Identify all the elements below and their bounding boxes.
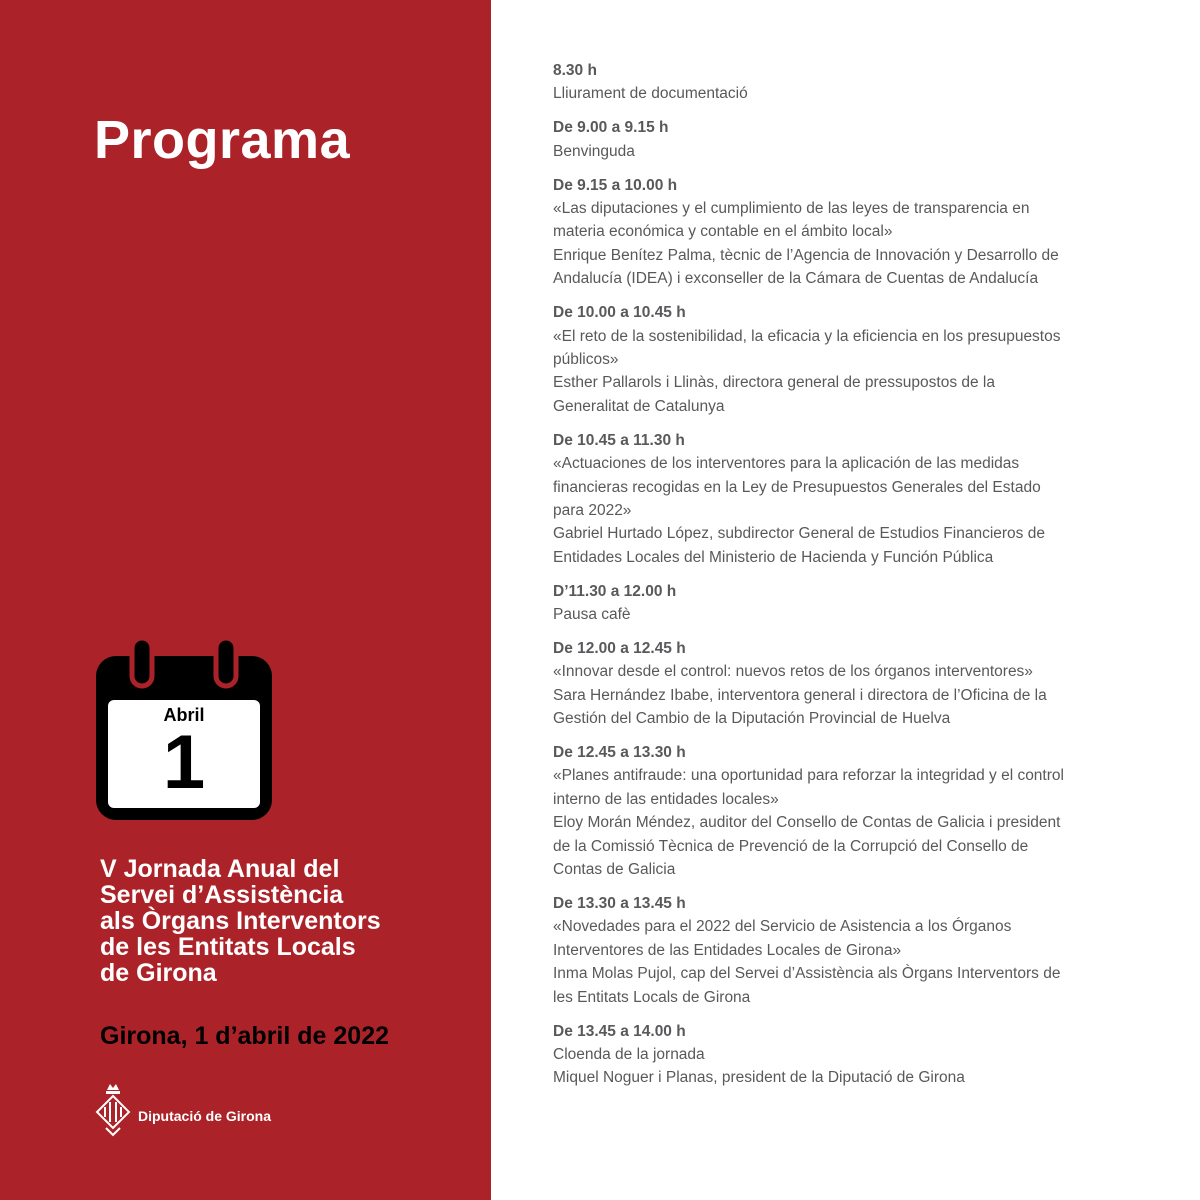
schedule-item	[553, 301, 1113, 418]
session-text: Benvinguda	[553, 142, 635, 160]
session-text: Andalucía (IDEA) i exconseller de la Cámara de Cuentas de Andalucía	[553, 270, 1039, 288]
organization-name: Diputació de Girona	[138, 1108, 272, 1124]
schedule-item	[553, 174, 1113, 291]
session-text: Inma Molas Pujol, cap del Servei d’Assistència als Òrgans Interventors de	[553, 965, 1061, 983]
event-title-line: Servei d’Assistència	[100, 881, 344, 909]
organization-logo	[94, 1082, 271, 1138]
calendar-month: Abril	[163, 705, 205, 725]
schedule-item	[553, 637, 1113, 731]
schedule-item	[553, 741, 1113, 881]
session-text: para 2022»	[553, 501, 632, 519]
session-text: Interventores de las Entidades Locales de Girona»	[553, 941, 902, 959]
event-title-line: de les Entitats Locals	[100, 933, 356, 961]
session-text: públicos»	[553, 350, 619, 368]
session-time: De 10.00 a 10.45 h	[553, 304, 686, 322]
session-text: «Actuaciones de los interventores para la aplicación de las medidas	[553, 455, 1020, 473]
session-text: Enrique Benítez Palma, tècnic de l’Agencia de Innovación y Desarrollo de	[553, 246, 1059, 264]
event-date: Girona, 1 d’abril de 2022	[100, 1022, 390, 1050]
session-text: «Innovar desde el control: nuevos retos de los órganos interventores»	[553, 663, 1033, 681]
session-text: Sara Hernández Ibabe, interventora general i directora de l’Oficina de la	[553, 686, 1047, 704]
session-text: Pausa cafè	[553, 606, 631, 624]
calendar-icon	[94, 636, 274, 822]
session-text: les Entitats Locals de Girona	[553, 988, 751, 1006]
session-text: Miquel Noguer i Planas, president de la Diputació de Girona	[553, 1069, 965, 1087]
session-time: De 13.45 a 14.00 h	[553, 1022, 686, 1040]
page-title: Programa	[94, 110, 351, 170]
session-text: Gestión del Cambio de la Diputación Provincial de Huelva	[553, 710, 951, 728]
session-text: Esther Pallarols i Llinàs, directora general de pressupostos de la	[553, 374, 995, 392]
session-text: «El reto de la sostenibilidad, la eficacia y la eficiencia en los presupuestos	[553, 327, 1061, 345]
session-time: De 12.45 a 13.30 h	[553, 744, 686, 762]
session-time: De 12.00 a 12.45 h	[553, 639, 686, 657]
coat-of-arms-icon	[94, 1082, 132, 1138]
session-text: materia económica y contable en el ámbito local»	[553, 223, 893, 241]
session-text: interno de las entidades locales»	[553, 790, 779, 808]
schedule-item	[553, 59, 1113, 106]
session-text: «Las diputaciones y el cumplimiento de las leyes de transparencia en	[553, 200, 1030, 218]
session-text: Generalitat de Catalunya	[553, 397, 725, 415]
session-text: «Planes antifraude: una oportunidad para reforzar la integridad y el control	[553, 767, 1064, 785]
session-time: 8.30 h	[553, 62, 597, 79]
left-panel	[0, 0, 491, 1200]
session-text: financieras recogidas en la Ley de Presupuestos Generales del Estado	[553, 478, 1041, 496]
session-time: De 9.00 a 9.15 h	[553, 119, 669, 137]
session-text: Cloenda de la jornada	[553, 1045, 705, 1063]
schedule-item	[553, 580, 1113, 627]
schedule-item	[553, 892, 1113, 1009]
session-time: De 13.30 a 13.45 h	[553, 895, 686, 912]
event-title-line: de Girona	[100, 959, 217, 987]
calendar-day: 1	[162, 720, 206, 805]
session-time: De 10.45 a 11.30 h	[553, 431, 685, 449]
schedule-item	[553, 1020, 1113, 1090]
session-time: De 9.15 a 10.00 h	[553, 176, 678, 194]
session-text: de la Comissió Tècnica de Prevenció de la Corrupció del Consello de	[553, 837, 1029, 855]
session-text: Gabriel Hurtado López, subdirector General de Estudios Financieros de	[553, 525, 1045, 543]
session-text: Contas de Galicia	[553, 861, 676, 879]
event-title-line: V Jornada Anual del	[100, 855, 340, 883]
session-text: Lliurament de documentació	[553, 85, 748, 103]
session-text: Entidades Locales del Ministerio de Hacienda y Función Pública	[553, 548, 994, 566]
session-text: «Novedades para el 2022 del Servicio de Asistencia a los Órganos	[553, 918, 1012, 936]
session-text: Eloy Morán Méndez, auditor del Consello de Contas de Galicia i president	[553, 814, 1061, 832]
event-title	[100, 856, 381, 986]
schedule-item	[553, 429, 1113, 569]
event-title-line: als Òrgans Interventors	[100, 907, 381, 935]
schedule-item	[553, 116, 1113, 163]
schedule	[553, 59, 1113, 1100]
session-time: D’11.30 a 12.00 h	[553, 582, 677, 600]
